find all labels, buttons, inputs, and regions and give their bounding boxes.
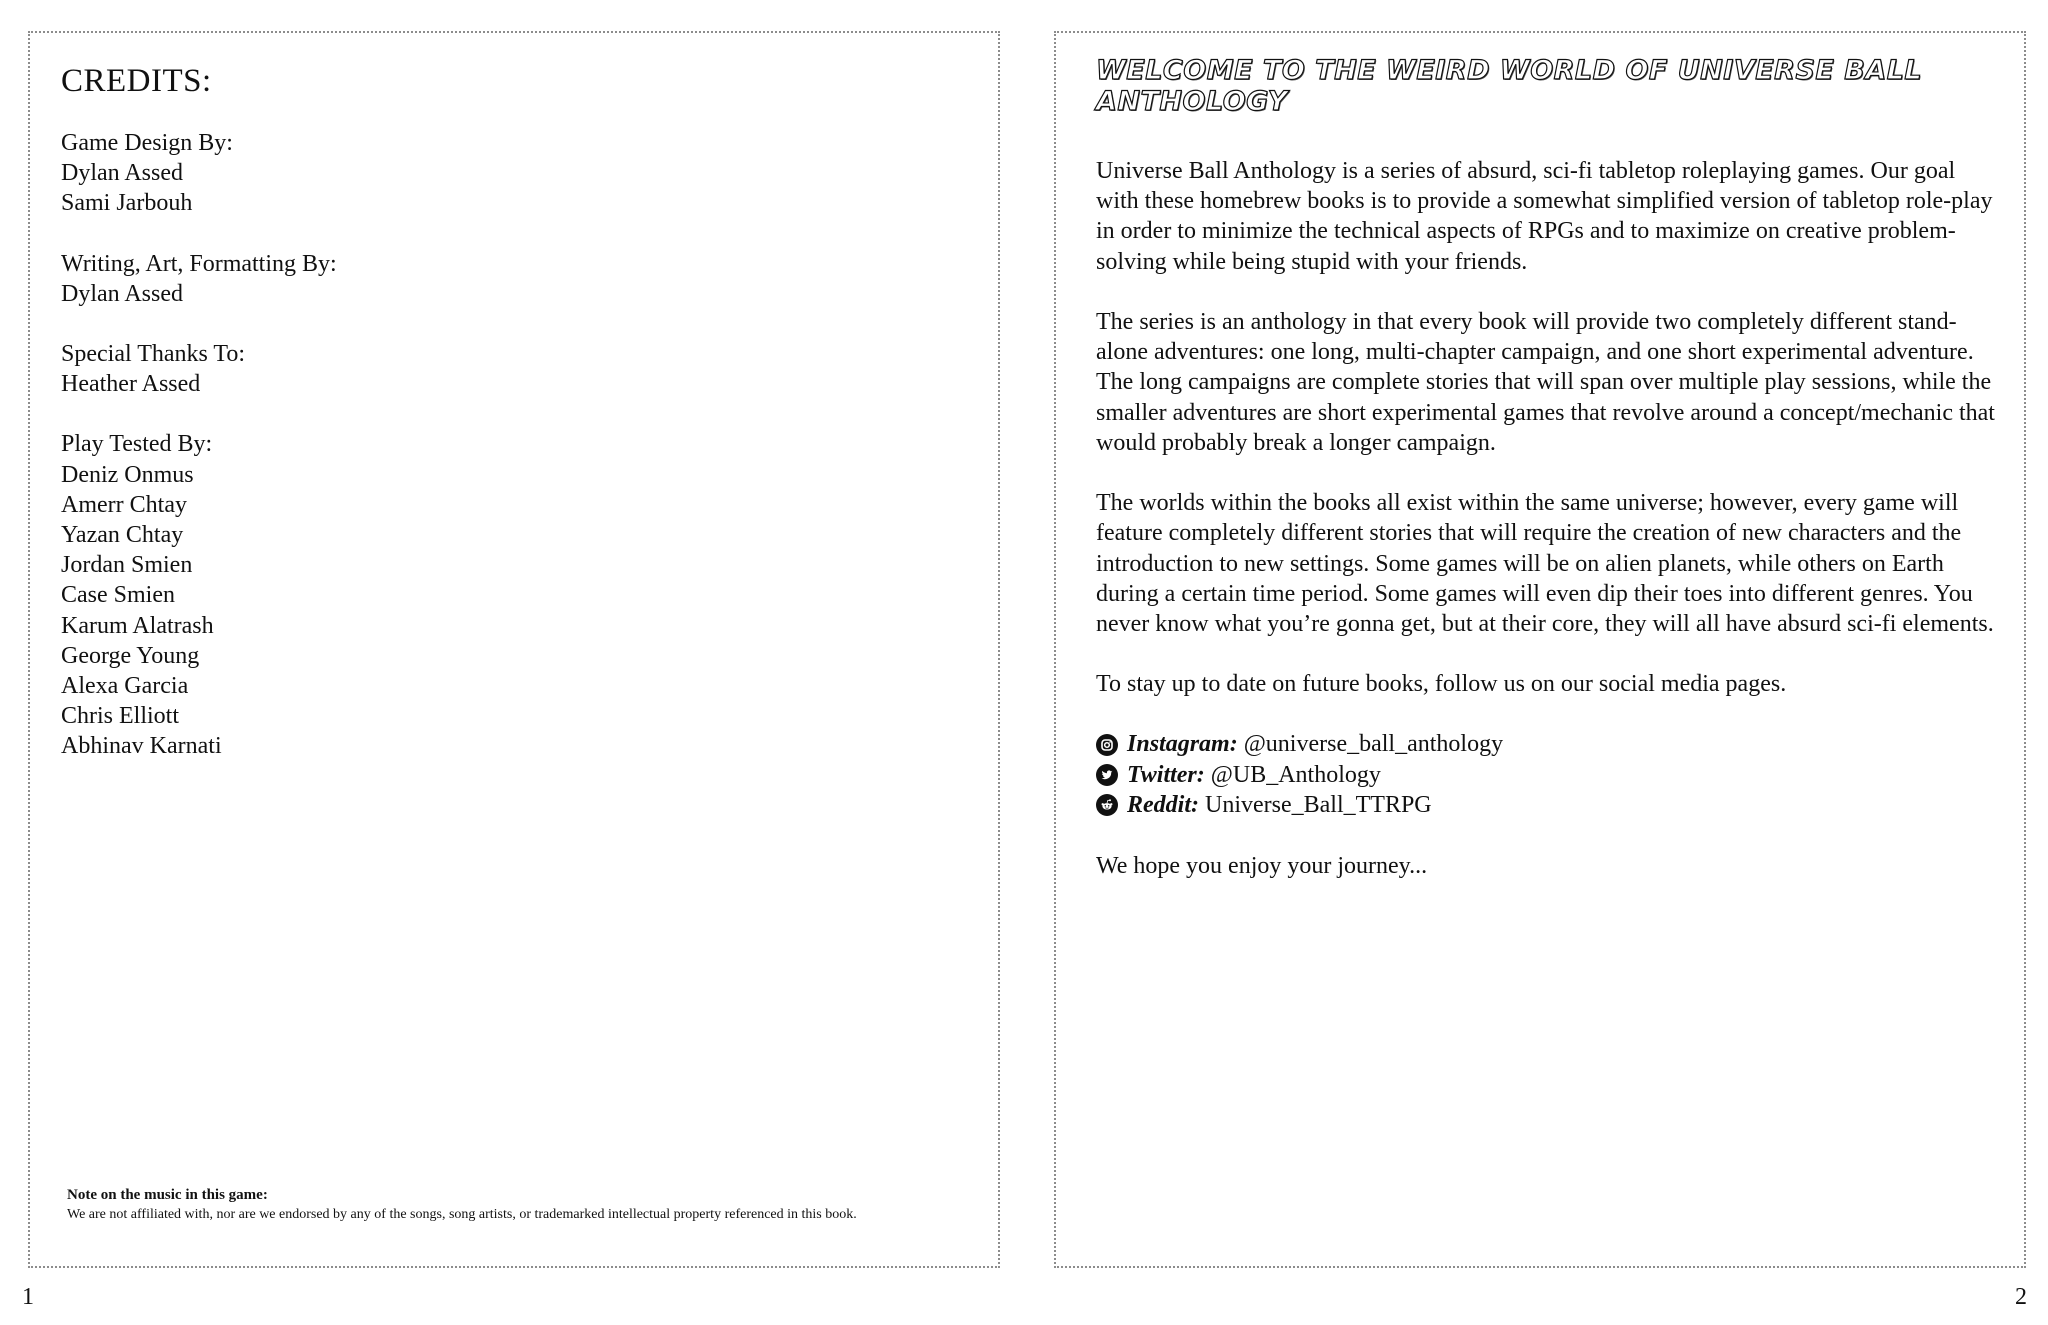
credit-name: Yazan Chtay	[61, 522, 184, 549]
right-page	[1054, 31, 2026, 1268]
social-handle[interactable]: Universe_Ball_TTRPG	[1205, 791, 1432, 818]
credit-name: Jordan Smien	[61, 552, 193, 579]
instagram-icon	[1096, 734, 1118, 756]
social-label: Reddit:	[1127, 791, 1199, 818]
page-number-left: 1	[22, 1284, 34, 1310]
intro-paragraph: Universe Ball Anthology is a series of absurd, sci-fi tabletop roleplaying games. Our goal with these homebrew books is to provide a somewhat simplified version of tabletop role-play in order to minimize the technical aspects of RPGs and to maximize on creative problem-solving while being stupid with your friends.	[1096, 158, 1993, 275]
credits-title: CREDITS:	[61, 63, 212, 99]
credit-name: George Young	[61, 642, 200, 669]
page-number-right: 2	[2015, 1284, 2027, 1310]
social-handle[interactable]: @universe_ball_anthology	[1243, 731, 1504, 758]
social-links	[1096, 730, 2001, 821]
credit-heading: Game Design By:	[61, 130, 233, 156]
reddit-icon	[1096, 794, 1118, 816]
anthology-paragraph: The series is an anthology in that every book will provide two completely different stand-alone adventures: one long, multi-chapter campaign, and one short experimental adventure. The long campaigns are complete stories that will span over multiple play sessions, while the smaller adventures are short experimental games that revolve around a concept/mechanic that would probably break a longer campaign.	[1096, 309, 1995, 456]
welcome-title: WELCOME TO THE WEIRD WORLD OF UNIVERSE BALL ANTHOLOGY	[1096, 55, 1923, 117]
credit-group-special-thanks	[61, 339, 337, 399]
social-label: Instagram:	[1127, 731, 1238, 758]
credit-heading: Special Thanks To:	[61, 341, 246, 368]
credit-group-play-testers	[61, 429, 337, 761]
credit-group-game-design	[61, 128, 337, 219]
credit-name: Heather Assed	[61, 371, 201, 398]
credit-name: Dylan Assed	[61, 280, 183, 307]
social-twitter[interactable]	[1096, 760, 2001, 790]
credit-name: Case Smien	[61, 582, 175, 609]
social-instagram[interactable]	[1096, 730, 2001, 760]
music-disclaimer-body: We are not affiliated with, nor are we endorsed by any of the songs, song artists, or trademarked intellectual property referenced in this book.	[67, 1207, 857, 1222]
credit-heading: Writing, Art, Formatting By:	[61, 250, 337, 277]
credit-name: Alexa Garcia	[61, 673, 189, 700]
credit-name: Sami Jarbouh	[61, 190, 193, 217]
credit-name: Abhinav Karnati	[61, 733, 222, 760]
social-label: Twitter:	[1127, 761, 1205, 788]
credit-heading: Play Tested By:	[61, 431, 213, 458]
credit-name: Amerr Chtay	[61, 491, 187, 518]
social-reddit[interactable]	[1096, 790, 2001, 820]
credit-group-writing-art	[61, 249, 337, 309]
credit-name: Dylan Assed	[61, 160, 183, 187]
left-page	[28, 31, 1000, 1268]
credits-list	[61, 128, 337, 792]
welcome-content	[1096, 156, 2001, 911]
social-handle[interactable]: @UB_Anthology	[1210, 761, 1381, 788]
music-disclaimer	[67, 1185, 967, 1225]
music-disclaimer-title: Note on the music in this game:	[67, 1187, 268, 1203]
credit-name: Deniz Onmus	[61, 461, 194, 488]
closing-line: We hope you enjoy your journey...	[1096, 852, 1428, 879]
follow-paragraph: To stay up to date on future books, follow us on our social media pages.	[1096, 671, 1787, 698]
credit-name: Karum Alatrash	[61, 612, 214, 639]
worlds-paragraph: The worlds within the books all exist within the same universe; however, every game will feature completely different stories that will require the creation of new characters and the introduction to new settings. Some games will be on alien planets, while others on Earth during a certain time period. Some games will even dip their toes into different genres. You never know what you’re gonna get, but at their core, they will all have absurd sci-fi elements.	[1096, 490, 1994, 638]
twitter-icon	[1096, 764, 1118, 786]
credit-name: Chris Elliott	[61, 703, 180, 730]
